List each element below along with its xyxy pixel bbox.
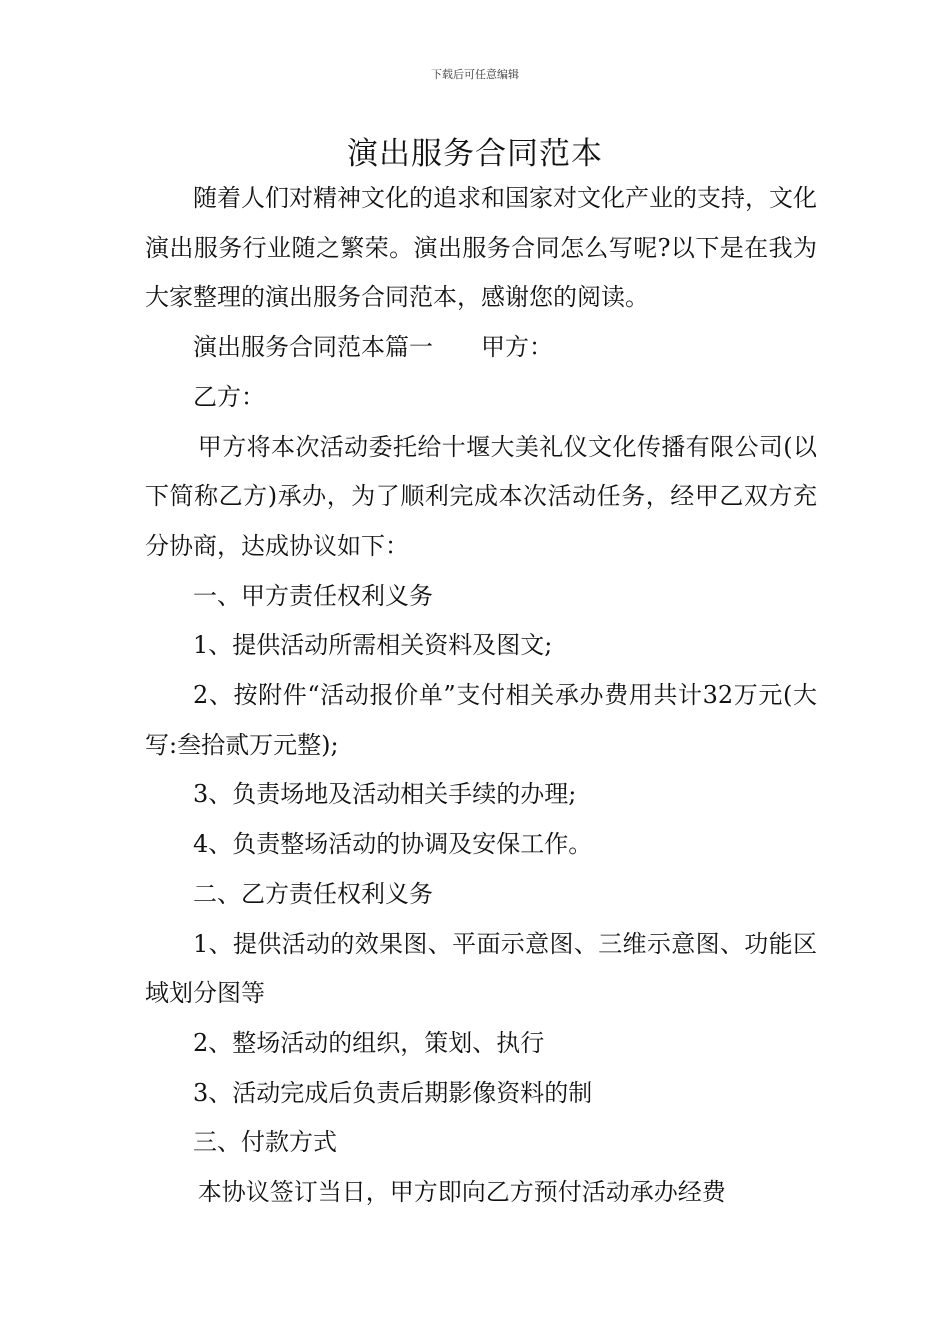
section-heading-party-a: 一、甲方责任权利义务 (193, 581, 433, 610)
clause-b-1: 1、提供活动的效果图、平面示意图、三维示意图、功能区域划分图等 (145, 929, 817, 1008)
clause-b-2: 2、整场活动的组织，策划、执行 (193, 1028, 545, 1057)
paragraph-party-b: 乙方： (193, 382, 265, 411)
paragraph-intro: 随着人们对精神文化的追求和国家对文化产业的支持，文化演出服务行业随之繁荣。演出服务合同怎么写呢?以下是在我为大家整理的演出服务合同范本，感谢您的阅读。 (145, 184, 817, 312)
document-body (145, 174, 817, 1218)
clause-a-2: 2、按附件“活动报价单”支付相关承办费用共计32万元(大写:叁拾贰万元整); (145, 681, 817, 759)
paragraph-payment: 本协议签订当日，甲方即向乙方预付活动承办经费 (197, 1178, 726, 1207)
document-title: 演出服务合同范本 (347, 136, 603, 172)
clause-a-3: 3、负责场地及活动相关手续的办理; (193, 780, 577, 809)
section-heading-party-b: 二、乙方责任权利义务 (193, 879, 433, 908)
clause-a-1: 1、提供活动所需相关资料及图文; (193, 631, 553, 660)
section-heading-payment: 三、付款方式 (193, 1128, 337, 1157)
clause-b-3: 3、活动完成后负责后期影像资料的制 (193, 1078, 593, 1107)
paragraph-delegation: 甲方将本次活动委托给十堰大美礼仪文化传播有限公司(以下简称乙方)承办，为了顺利完成本次活动任务，经甲乙双方充分协商，达成协议如下： (145, 432, 817, 560)
clause-a-4: 4、负责整场活动的协调及安保工作。 (193, 830, 593, 859)
header-note: 下载后可任意编辑 (431, 68, 519, 81)
paragraph-party-a: 演出服务合同范本篇一 甲方： (193, 333, 553, 362)
